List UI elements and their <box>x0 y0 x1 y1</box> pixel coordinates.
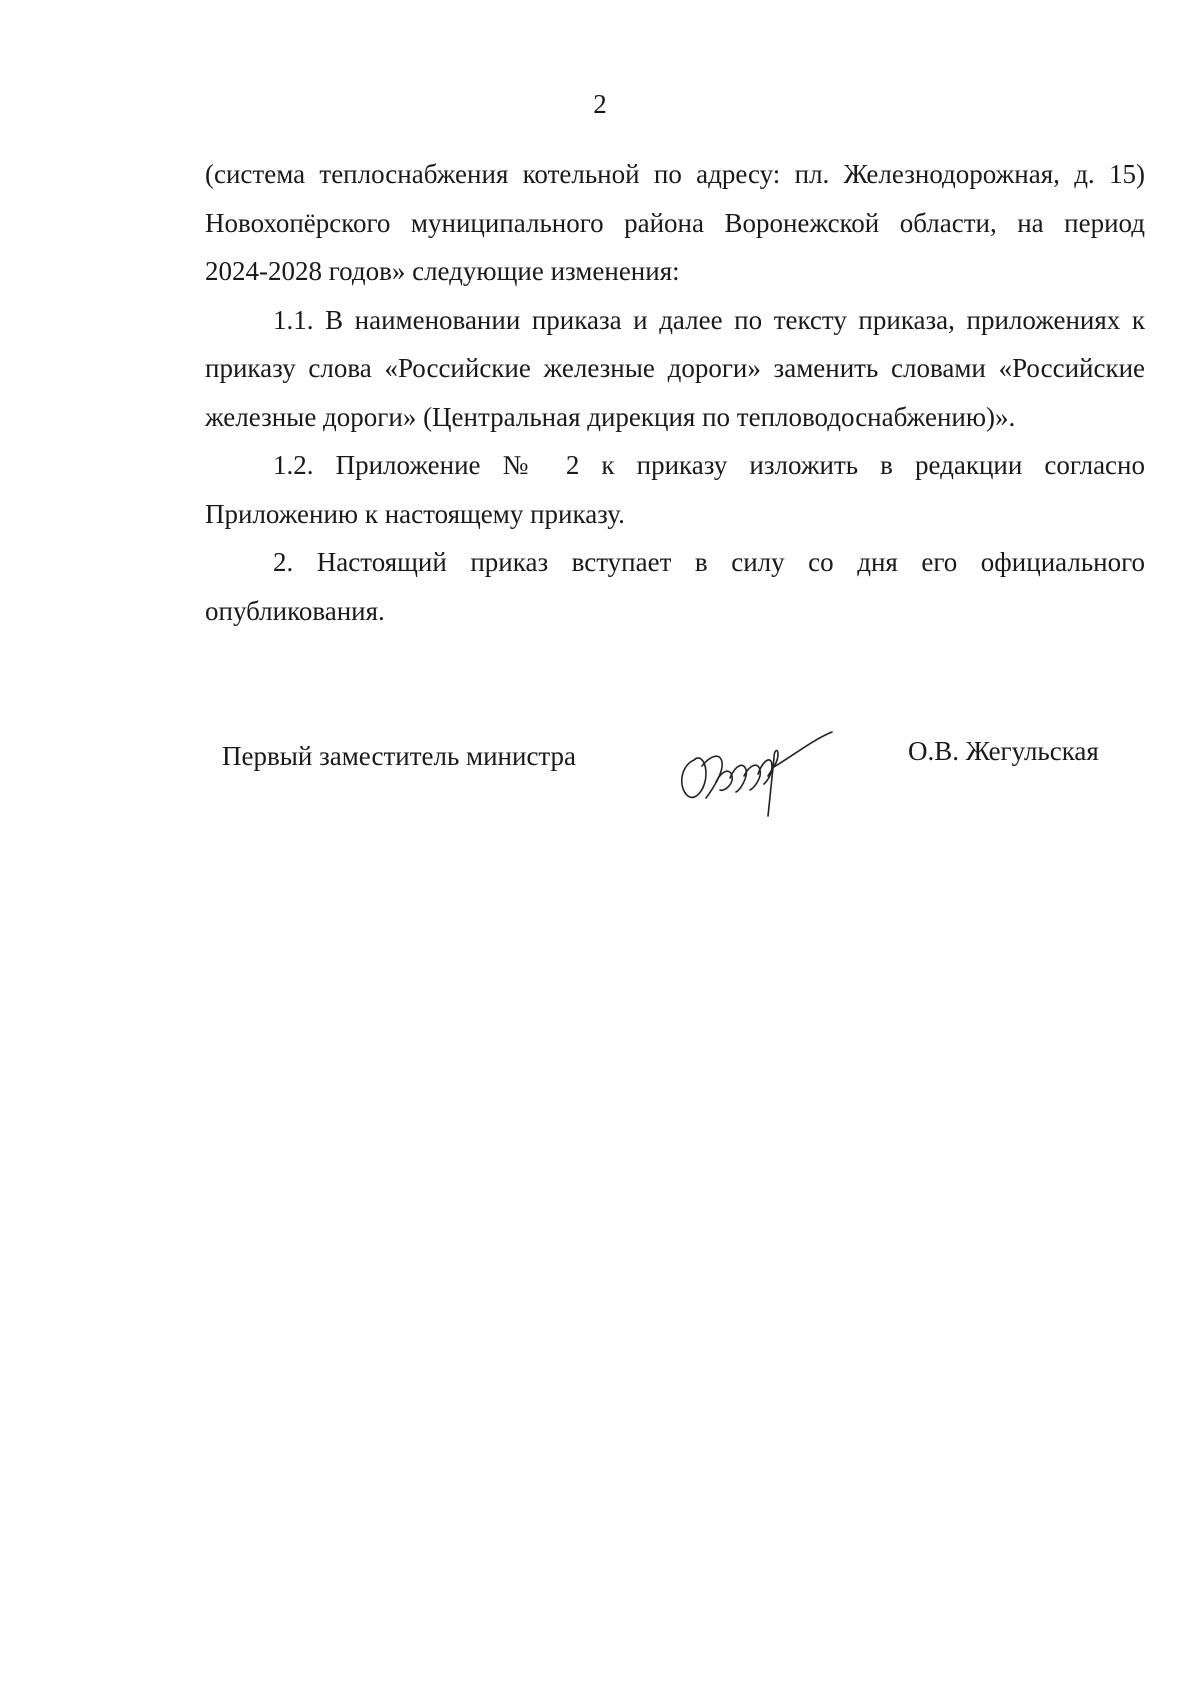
text-line: опубликования. <box>205 595 385 626</box>
text-line: Новохопёрского муниципального района Воронежской области, на период <box>205 207 1145 238</box>
text-line: 1.1. В наименовании приказа и далее по тексту приказа, приложениях к <box>273 304 1145 335</box>
handwritten-signature <box>672 718 872 818</box>
text-line: железные дороги» (Центральная дирекция по тепловодоснабжению)». <box>205 401 1016 432</box>
text-line: 1.2. Приложение № 2 к приказу изложить в редакции согласно <box>273 450 1145 480</box>
signatory-position: Первый заместитель министра <box>222 741 577 771</box>
page-number: 2 <box>593 89 607 119</box>
text-line: 2024-2028 годов» следующие изменения: <box>205 256 680 286</box>
signatory-name: О.В. Жегульская <box>908 736 1099 766</box>
text-line: (система теплоснабжения котельной по адресу: пл. Железнодорожная, д. 15) <box>205 159 1145 189</box>
text-line: 2. Настоящий приказ вступает в силу со дня его официального <box>273 547 1145 577</box>
document-body <box>205 150 1145 635</box>
text-line: приказу слова «Российские железные дороги» заменить словами «Российские <box>205 353 1145 383</box>
text-line: Приложению к настоящему приказу. <box>205 498 625 529</box>
